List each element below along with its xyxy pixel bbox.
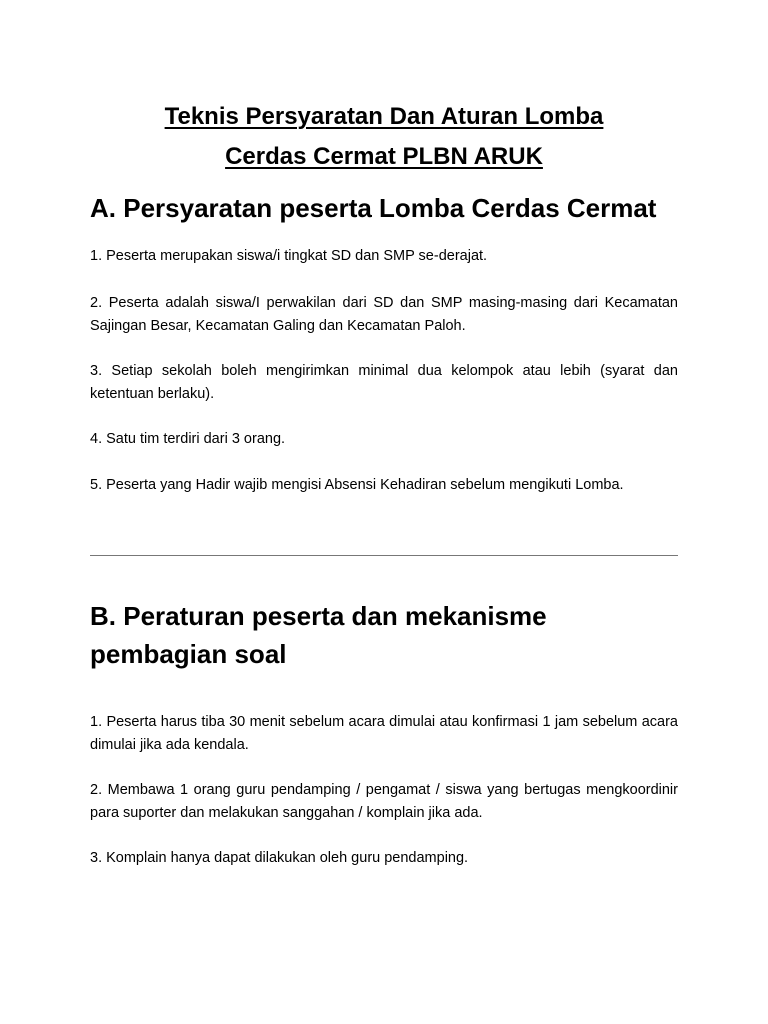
- section-a-item-1: 1. Peserta merupakan siswa/i tingkat SD dan SMP se-derajat.: [90, 248, 488, 264]
- section-a-item-2: 2. Peserta adalah siswa/I perwakilan dari SD dan SMP masing-masing dari Kecamatan Sajingan Besar, Kecamatan Galing dan Kecamatan Paloh.: [90, 295, 678, 334]
- section-divider: [90, 555, 678, 556]
- document-title-line-1: Teknis Persyaratan Dan Aturan Lomba: [164, 103, 604, 130]
- section-a-heading: A. Persyaratan peserta Lomba Cerdas Cermat: [90, 193, 657, 223]
- document-title-line-2: Cerdas Cermat PLBN ARUK: [225, 143, 543, 170]
- section-a-item-3: 3. Setiap sekolah boleh mengirimkan minimal dua kelompok atau lebih (syarat dan ketentuan berlaku).: [90, 363, 678, 402]
- section-b-item-1: 1. Peserta harus tiba 30 menit sebelum acara dimulai atau konfirmasi 1 jam sebelum acara dimulai jika ada kendala.: [90, 714, 678, 753]
- section-b-item-2: 2. Membawa 1 orang guru pendamping / pengamat / siswa yang bertugas mengkoordinir para suporter dan melakukan sanggahan / komplain jika ada.: [90, 782, 678, 821]
- section-a-item-4: 4. Satu tim terdiri dari 3 orang.: [90, 431, 286, 447]
- section-b-item-3: 3. Komplain hanya dapat dilakukan oleh guru pendamping.: [90, 850, 469, 866]
- section-a-item-5: 5. Peserta yang Hadir wajib mengisi Absensi Kehadiran sebelum mengikuti Lomba.: [90, 477, 624, 493]
- document-title: [90, 97, 678, 177]
- section-b-heading: B. Peraturan peserta dan mekanisme pembagian soal: [90, 601, 547, 669]
